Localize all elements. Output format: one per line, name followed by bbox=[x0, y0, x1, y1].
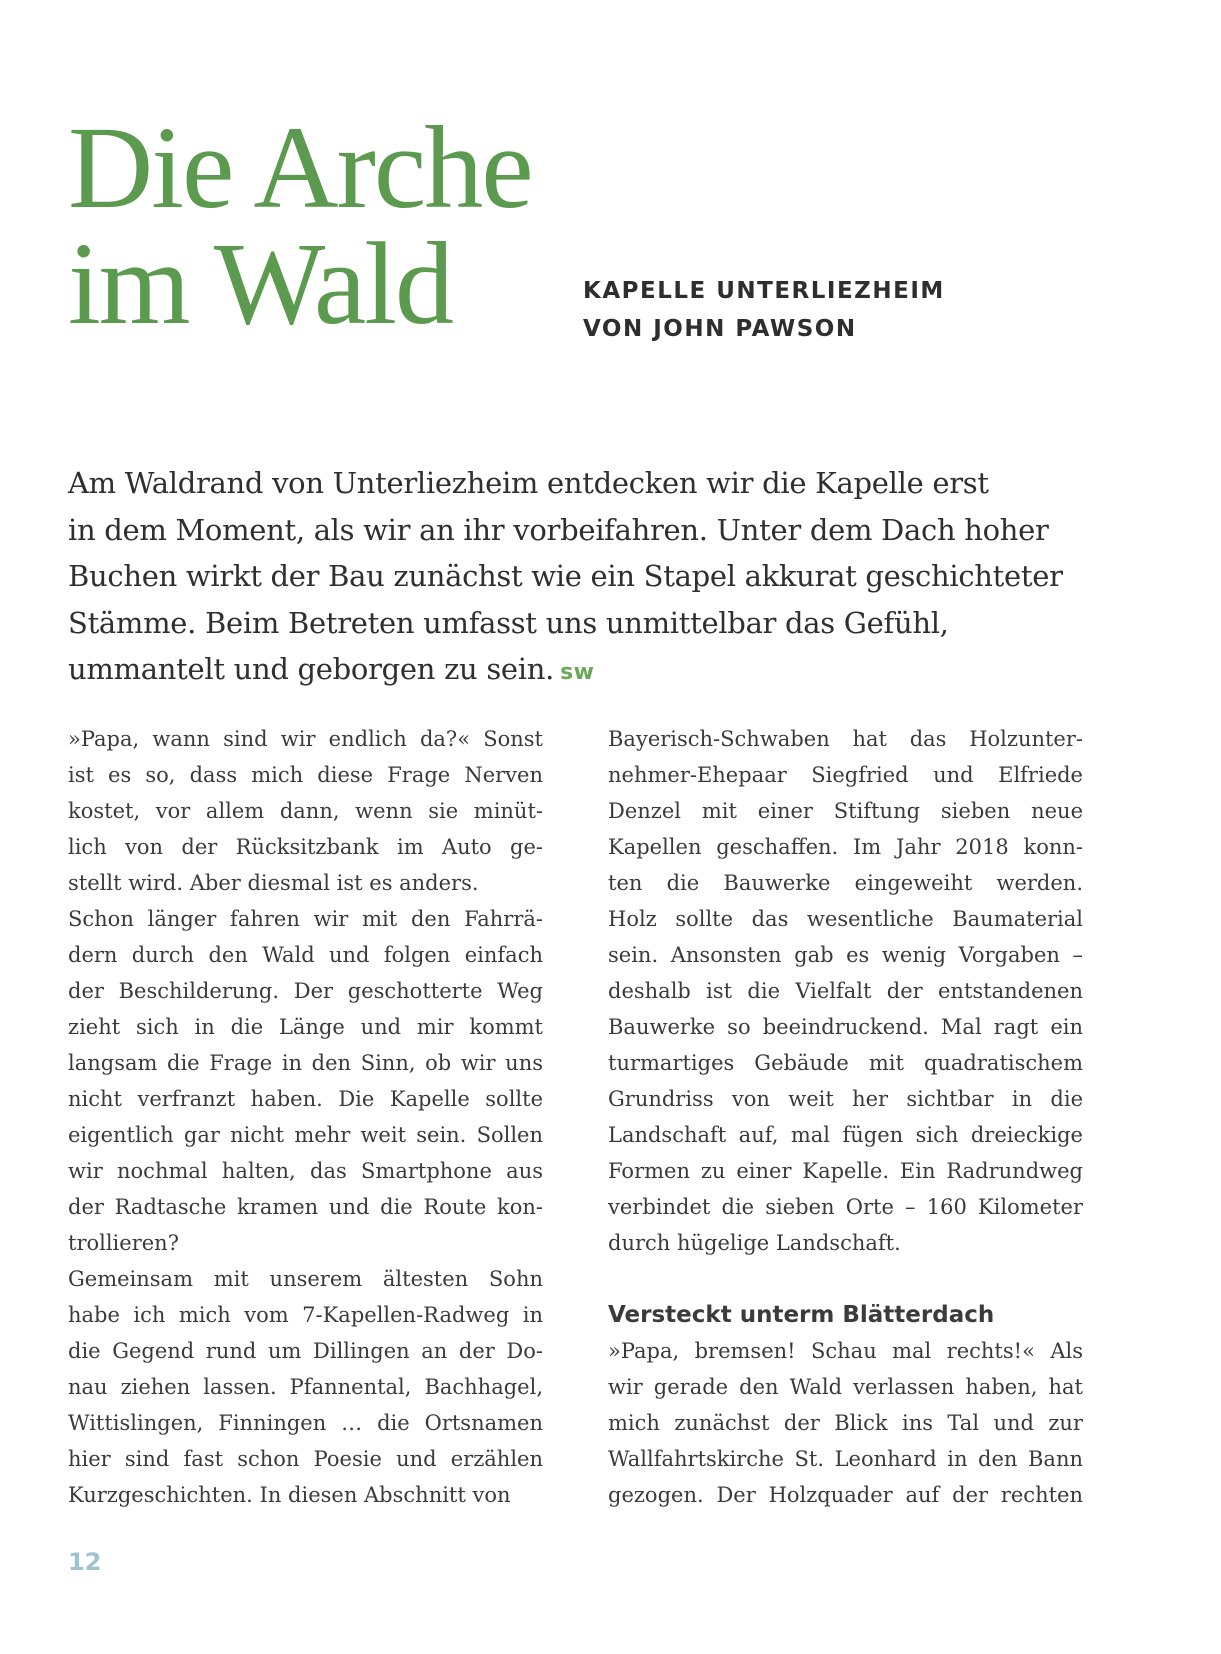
body-text-line: ist es so, dass mich diese Frage Nerven bbox=[68, 763, 543, 787]
lead-line-text: ummantelt und geborgen zu sein. bbox=[68, 652, 555, 686]
body-text-line: »Papa, bremsen! Schau mal rechts!« Als bbox=[608, 1339, 1083, 1363]
lead-line: in dem Moment, als wir an ihr vorbeifahren. Unter dem Dach hoher bbox=[68, 512, 1049, 547]
body-text-line: Bauwerke so beeindruckend. Mal ragt ein bbox=[608, 1015, 1083, 1039]
body-text-line: Kurzgeschichten. In diesen Abschnitt von bbox=[68, 1483, 511, 1507]
body-text-line: Formen zu einer Kapelle. Ein Radrundweg bbox=[608, 1159, 1083, 1183]
body-text-line: Denzel mit einer Stiftung sieben neue bbox=[608, 799, 1083, 823]
body-text-line: der Radtasche kramen und die Route kon- bbox=[68, 1195, 543, 1219]
body-column-left bbox=[68, 721, 543, 1513]
body-text-line: Gemeinsam mit unserem ältesten Sohn bbox=[68, 1267, 543, 1291]
lead-line: Am Waldrand von Unterliezheim entdecken wir die Kapelle erst bbox=[68, 466, 989, 500]
body-text-line: habe ich mich vom 7-Kapellen-Radweg in bbox=[68, 1303, 543, 1327]
body-text-line: Holz sollte das wesentliche Baumaterial bbox=[608, 907, 1083, 931]
body-text-line: wir gerade den Wald verlassen haben, hat bbox=[608, 1375, 1083, 1399]
body-text-line: Wallfahrtskirche St. Leonhard in den Bann bbox=[608, 1447, 1083, 1471]
article-subtitle-line-1: KAPELLE UNTERLIEZHEIM bbox=[583, 278, 945, 304]
body-text-line: lich von der Rücksitzbank im Auto ge- bbox=[68, 835, 543, 859]
body-text-line: nau ziehen lassen. Pfannental, Bachhagel, bbox=[68, 1375, 543, 1399]
page-number: 12 bbox=[68, 1548, 102, 1576]
body-text-line: gezogen. Der Holzquader auf der rechten bbox=[608, 1483, 1083, 1507]
author-initials: sw bbox=[560, 660, 595, 685]
body-text-line: langsam die Frage in den Sinn, ob wir uns bbox=[68, 1051, 543, 1075]
body-text-line: turmartiges Gebäude mit quadratischem bbox=[608, 1051, 1083, 1075]
article-title-line-1: Die Arche bbox=[68, 102, 532, 233]
article-lead bbox=[68, 460, 1108, 697]
body-text-line: Kapellen geschaffen. Im Jahr 2018 konn- bbox=[608, 835, 1083, 859]
body-text-line: Bayerisch-Schwaben hat das Holzunter- bbox=[608, 727, 1083, 751]
body-text-line: Grundriss von weit her sichtbar in die bbox=[608, 1087, 1083, 1111]
body-text-line: nicht verfranzt haben. Die Kapelle sollte bbox=[68, 1087, 543, 1111]
body-text-line: kostet, vor allem dann, wenn sie minüt- bbox=[68, 799, 543, 823]
body-text-line: nehmer-Ehepaar Siegfried und Elfriede bbox=[608, 763, 1083, 787]
article-subtitle bbox=[583, 272, 945, 348]
body-text-line: ten die Bauwerke eingeweiht werden. bbox=[608, 871, 1083, 895]
paragraph-spacer bbox=[608, 1261, 1083, 1297]
body-text-line: stellt wird. Aber diesmal ist es anders. bbox=[68, 871, 479, 895]
article-title-line-2: im Wald bbox=[68, 218, 453, 349]
body-text-line: »Papa, wann sind wir endlich da?« Sonst bbox=[68, 727, 543, 751]
lead-line-last bbox=[68, 646, 1108, 697]
lead-line: Buchen wirkt der Bau zunächst wie ein Stapel akkurat geschichteter bbox=[68, 559, 1063, 593]
body-text-line: deshalb ist die Vielfalt der entstandenen bbox=[608, 979, 1083, 1003]
body-text-line: der Beschilderung. Der geschotterte Weg bbox=[68, 979, 543, 1003]
body-text-line: verbindet die sieben Orte – 160 Kilometer bbox=[608, 1195, 1083, 1219]
lead-line: Stämme. Beim Betreten umfasst uns unmittelbar das Gefühl, bbox=[68, 605, 949, 640]
body-text-line: Wittislingen, Finningen … die Ortsnamen bbox=[68, 1411, 543, 1435]
article-title bbox=[68, 102, 532, 349]
body-text-line: sein. Ansonsten gab es wenig Vorgaben – bbox=[608, 943, 1083, 967]
body-text-line: die Gegend rund um Dillingen an der Do- bbox=[68, 1339, 543, 1363]
body-text-line: zieht sich in die Länge und mir kommt bbox=[68, 1015, 543, 1039]
article-subtitle-line-2: VON JOHN PAWSON bbox=[583, 316, 857, 342]
body-text-line: trollieren? bbox=[68, 1231, 179, 1255]
body-text-line: hier sind fast schon Poesie und erzählen bbox=[68, 1447, 543, 1471]
body-text-line: mich zunächst der Blick ins Tal und zur bbox=[608, 1411, 1083, 1435]
body-text-line: Landschaft auf, mal fügen sich dreieckige bbox=[608, 1123, 1083, 1147]
body-text-line: wir nochmal halten, das Smartphone aus bbox=[68, 1159, 543, 1183]
section-heading: Versteckt unterm Blätterdach bbox=[608, 1302, 995, 1328]
body-text-line: dern durch den Wald und folgen einfach bbox=[68, 943, 543, 967]
body-text-line: Schon länger fahren wir mit den Fahrrä- bbox=[68, 907, 543, 931]
body-text-line: durch hügelige Landschaft. bbox=[608, 1231, 901, 1255]
body-column-right bbox=[608, 721, 1083, 1513]
body-text-line: eigentlich gar nicht mehr weit sein. Sollen bbox=[68, 1123, 543, 1147]
